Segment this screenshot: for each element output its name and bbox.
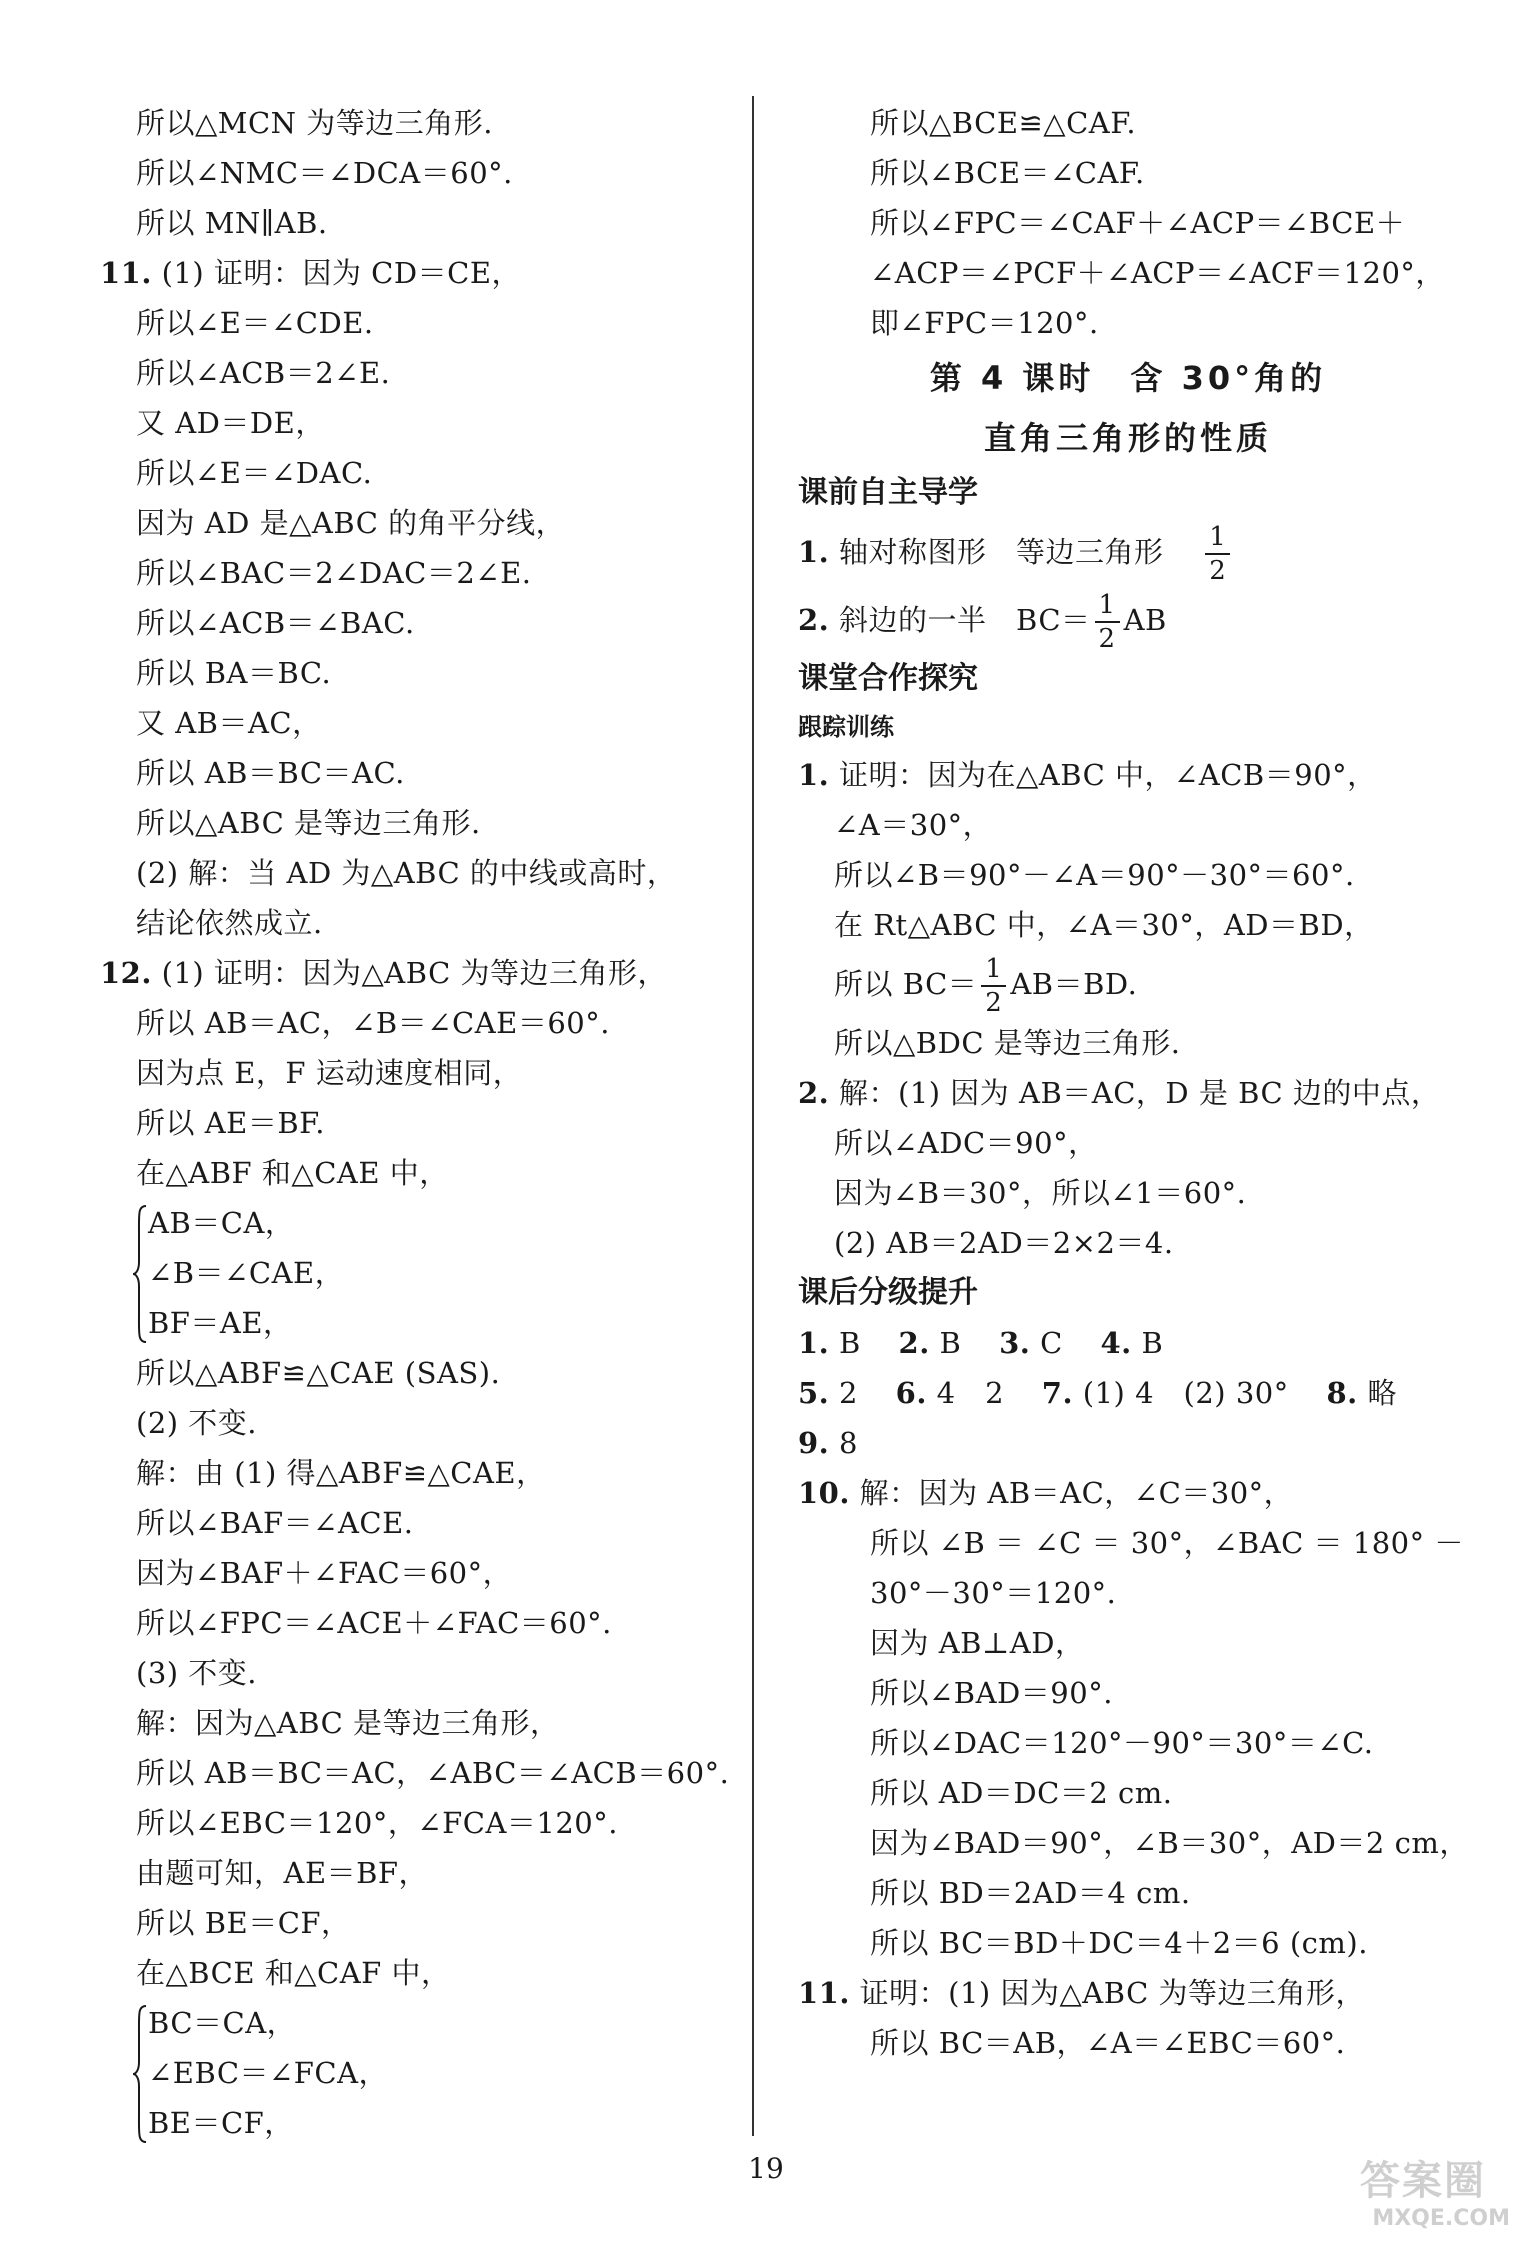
left-brace (132, 1204, 148, 1344)
section-heading: 课堂合作探究 (798, 661, 978, 696)
left-brace (132, 2004, 148, 2144)
section-heading: 课前自主导学 (798, 475, 978, 510)
text-line: 所以∠E＝∠DAC. (136, 456, 373, 490)
lesson-subtitle: 直角三角形的性质 (983, 419, 1272, 457)
text-line: 所以∠FPC＝∠ACE＋∠FAC＝60°. (136, 1606, 612, 1640)
exercise-10 (798, 1468, 1458, 1518)
answer-choice: B (839, 1326, 861, 1360)
equation-system-1 (100, 1198, 760, 1348)
right-column (798, 98, 1469, 2068)
text-line: 在△ABF 和△CAE 中， (136, 1156, 449, 1190)
text-line: 所以∠NMC＝∠DCA＝60°. (136, 156, 513, 190)
text-line: 所以 BD＝2AD＝4 cm. (870, 1876, 1191, 1910)
question-number: 5. (798, 1376, 830, 1410)
text-line: 所以 BE＝CF， (136, 1906, 351, 1940)
answer-row-1 (798, 1318, 1458, 1368)
text-line: (3) 不变. (136, 1656, 258, 1690)
text-line: 所以△BDC 是等边三角形. (834, 1026, 1181, 1060)
text-part: 所以 BC＝ (834, 967, 978, 1001)
text-line: ∠ACP＝∠PCF＋∠ACP＝∠ACF＝120°， (870, 256, 1445, 290)
text-line: (2) AB＝2AD＝2×2＝4. (834, 1226, 1174, 1260)
numerator: 1 (1205, 524, 1230, 555)
text-line: 由题可知，AE＝BF， (136, 1856, 429, 1890)
question-number: 2. (798, 603, 830, 637)
text-line: 所以△BCE≌△CAF. (870, 106, 1137, 140)
text-line: 所以 BC＝AB，∠A＝∠EBC＝60°. (870, 2026, 1346, 2060)
text-line: 所以 AE＝BF. (136, 1106, 325, 1140)
text-line: 所以∠BCE＝∠CAF. (870, 156, 1145, 190)
text-line: ∠A＝30°， (834, 808, 993, 842)
fraction (1095, 592, 1120, 652)
question-number: 6. (895, 1376, 927, 1410)
text-line: (2) 解：当 AD 为△ABC 的中线或高时， (136, 856, 677, 890)
text-line: 所以△MCN 为等边三角形. (136, 106, 493, 140)
question-number: 1. (798, 1326, 830, 1360)
answer-value: 4 2 (936, 1376, 1005, 1410)
text-line: 所以∠DAC＝120°－90°＝30°＝∠C. (870, 1726, 1374, 1760)
exercise-11 (798, 1968, 1458, 2018)
question-12 (100, 948, 760, 998)
answer-row-2 (798, 1368, 1458, 1418)
text-line: 所以 AB＝AC，∠B＝∠CAE＝60°. (136, 1006, 610, 1040)
prep-answer-1 (798, 518, 1458, 586)
numerator: 1 (1095, 592, 1120, 623)
text-line: 因为 AD 是△ABC 的角平分线， (136, 506, 566, 540)
question-number: 11. (100, 256, 152, 290)
system-line: BC＝CA， (148, 2006, 297, 2040)
system-line: BF＝AE， (148, 1306, 293, 1340)
numerator: 1 (981, 956, 1006, 987)
denominator: 2 (1209, 556, 1227, 586)
text-part: AB＝BD. (1010, 967, 1138, 1001)
text-line: 所以 BA＝BC. (136, 656, 332, 690)
text-line: 所以 BC＝BD＋DC＝4＋2＝6 (cm). (870, 1926, 1368, 1960)
answer-choice: C (1040, 1326, 1063, 1360)
text-line: 30°－30°＝120°. (870, 1576, 1117, 1610)
answer-row-3 (798, 1418, 1458, 1468)
text-line: 所以 AB＝BC＝AC，∠ABC＝∠ACB＝60°. (136, 1756, 730, 1790)
text-line: 因为∠B＝30°，所以∠1＝60°. (834, 1176, 1247, 1210)
text-line: 解：因为△ABC 是等边三角形， (136, 1706, 560, 1740)
question-number: 1. (798, 758, 830, 792)
answer-text: 轴对称图形 等边三角形 (839, 535, 1164, 569)
text-line: (2) 不变. (136, 1406, 258, 1440)
question-number: 12. (100, 956, 152, 990)
question-number: 9. (798, 1426, 830, 1460)
text-line: 所以△ABF≌△CAE (SAS). (136, 1356, 501, 1390)
text-line: 又 AB＝AC， (136, 706, 322, 740)
lesson-title: 第 4 课时 含 30°角的 (929, 359, 1327, 397)
text-line: 所以∠B＝90°－∠A＝90°－30°＝60°. (834, 858, 1355, 892)
text-line: 所以 MN∥AB. (136, 206, 328, 240)
answer-value: (1) 4 (2) 30° (1082, 1376, 1289, 1410)
text-line: 解：(1) 因为 AB＝AC，D 是 BC 边的中点， (839, 1076, 1441, 1110)
text-line: 所以∠EBC＝120°，∠FCA＝120°. (136, 1806, 618, 1840)
text-line: 所以△ABC 是等边三角形. (136, 806, 481, 840)
section-heading: 课后分级提升 (798, 1275, 978, 1310)
text-line: 证明：(1) 因为△ABC 为等边三角形， (859, 1976, 1365, 2010)
text-line: (1) 证明：因为△ABC 为等边三角形， (161, 956, 667, 990)
question-number: 10. (798, 1476, 850, 1510)
fraction (1205, 524, 1230, 584)
question-number: 1. (798, 535, 830, 569)
left-column (100, 98, 760, 2148)
text-line-with-fraction (798, 950, 1458, 1018)
prep-answer-2 (798, 586, 1458, 654)
column-divider (752, 96, 754, 2136)
question-number: 4. (1100, 1326, 1132, 1360)
text-line: 证明：因为在△ABC 中，∠ACB＝90°， (839, 758, 1377, 792)
answer-value: 2 (839, 1376, 858, 1410)
watermark-url: MXQE.COM (1372, 2206, 1510, 2231)
text-line: 所以∠BAC＝2∠DAC＝2∠E. (136, 556, 532, 590)
text-line: 解：由 (1) 得△ABF≌△CAE， (136, 1456, 546, 1490)
text-line: 所以 ∠B ＝ ∠C ＝ 30°，∠BAC ＝ 180° － (870, 1526, 1464, 1560)
text-line: 所以∠BAF＝∠ACE. (136, 1506, 414, 1540)
system-line: AB＝CA， (148, 1206, 295, 1240)
text-line: 因为∠BAD＝90°，∠B＝30°，AD＝2 cm， (870, 1826, 1469, 1860)
answer-choice: B (939, 1326, 962, 1360)
denominator: 2 (985, 988, 1003, 1018)
text-line: 所以∠BAD＝90°. (870, 1676, 1113, 1710)
watermark-logo (1360, 2149, 1510, 2249)
question-number: 2. (798, 1076, 830, 1110)
text-line: 在△BCE 和△CAF 中， (136, 1956, 451, 1990)
fraction (981, 956, 1006, 1016)
text-line: 结论依然成立. (136, 906, 323, 940)
answer-text: AB (1123, 603, 1167, 637)
system-line: ∠B＝∠CAE， (148, 1256, 345, 1290)
text-line: 所以∠ACB＝∠BAC. (136, 606, 415, 640)
text-line: 所以∠FPC＝∠CAF＋∠ACP＝∠BCE＋ (870, 206, 1406, 240)
system-line: ∠EBC＝∠FCA， (148, 2056, 389, 2090)
text-line: 因为 AB⊥AD， (870, 1626, 1085, 1660)
question-number: 2. (898, 1326, 930, 1360)
system-line: BE＝CF， (148, 2106, 294, 2140)
denominator: 2 (1098, 624, 1116, 654)
text-line: 又 AD＝DE， (136, 406, 325, 440)
answer-text: 斜边的一半 BC＝ (839, 603, 1091, 637)
answer-choice: B (1141, 1326, 1164, 1360)
text-line: 即∠FPC＝120°. (870, 306, 1099, 340)
text-line: 所以 AB＝BC＝AC. (136, 756, 405, 790)
text-line: 解：因为 AB＝AC，∠C＝30°， (859, 1476, 1294, 1510)
question-11 (100, 248, 760, 298)
text-line: 所以 AD＝DC＝2 cm. (870, 1776, 1173, 1810)
text-line: 所以∠E＝∠CDE. (136, 306, 374, 340)
text-line: 所以∠ADC＝90°， (834, 1126, 1098, 1160)
question-number: 7. (1041, 1376, 1074, 1410)
text-line: 在 Rt△ABC 中，∠A＝30°，AD＝BD， (834, 908, 1374, 942)
answer-value: 略 (1367, 1376, 1397, 1410)
text-line: 因为点 E，F 运动速度相同， (136, 1056, 523, 1090)
equation-system-2 (100, 1998, 760, 2148)
text-line: 因为∠BAF＋∠FAC＝60°， (136, 1556, 513, 1590)
question-number: 8. (1326, 1376, 1358, 1410)
exercise-2 (798, 1068, 1458, 1118)
answer-value: 8 (839, 1426, 858, 1460)
subsection-heading: 跟踪训练 (798, 713, 894, 741)
page-number: 19 (748, 2152, 784, 2185)
watermark-text: 答案圈 (1360, 2158, 1486, 2204)
text-line: (1) 证明：因为 CD＝CE， (161, 256, 521, 290)
text-line: 所以∠ACB＝2∠E. (136, 356, 391, 390)
exercise-1 (798, 750, 1458, 800)
question-number: 3. (999, 1326, 1031, 1360)
question-number: 11. (798, 1976, 850, 2010)
